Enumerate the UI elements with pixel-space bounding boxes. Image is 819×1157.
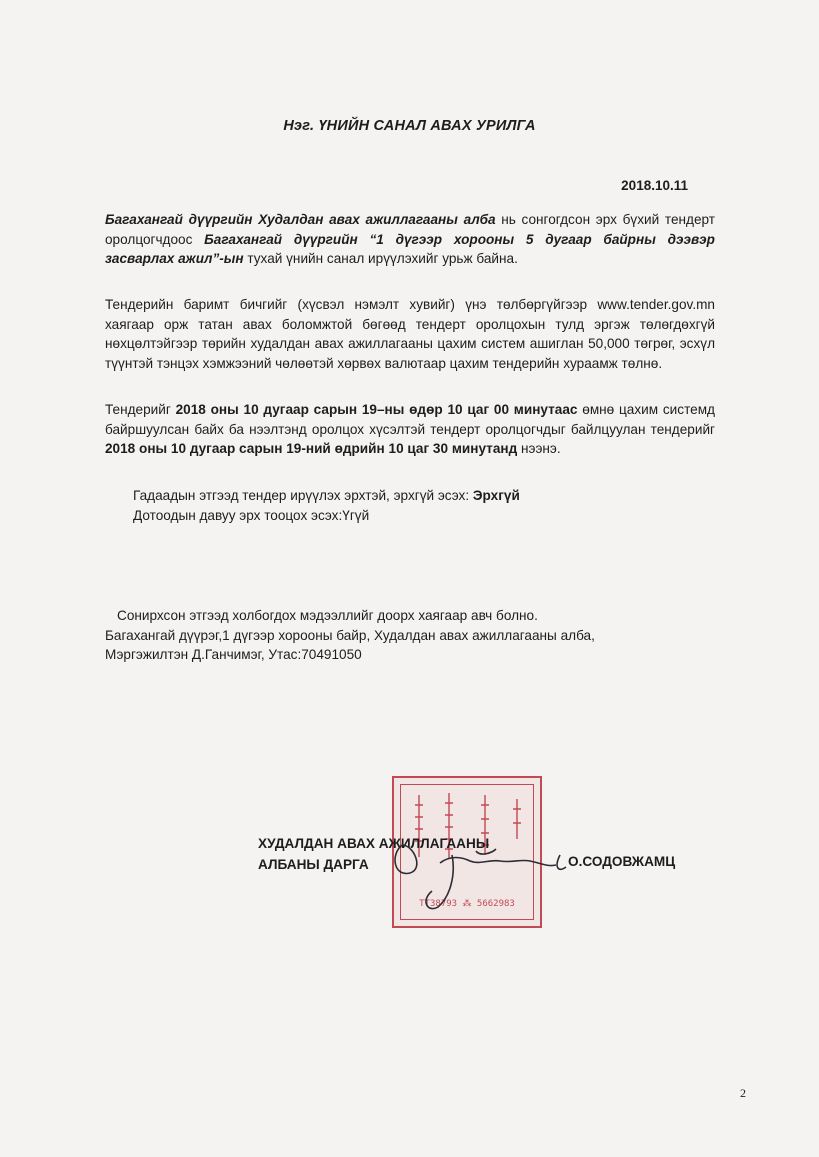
opening-time: 2018 оны 10 дугаар сарын 19-ний өдрийн 10 цаг 30 минутанд [105,441,518,456]
foreign-eligibility [133,486,520,506]
document-title: Нэг. ҮНИЙН САНАЛ АВАХ УРИЛГА [283,118,536,134]
deadline-text-2: өмнө цахим системд байршуулсан байх ба нээлтэнд оролцох хүсэлтэй тендерт оролцогчдыг байлцуулан тендерийг [105,402,715,437]
documents-paragraph: Тендерийн баримт бичгийг (хүсвэл нэмэлт хувийг) үнэ төлбөргүйгээр www.tender.gov.mn хаягаар орж татан авах боломжтой бөгөөд тендерт оролцохын тулд эргэж төлөгдөхгүй нөхцөлтэйгээр төрийн худалдан авах ажиллагааны цахим систем ашиглан 50,000 төгрөг, эсхүл түүнтэй тэнцэх хэмжээний чөлөөтэй хөрвөх валютаар цахим тендерийн хураамж төлнө. [105,297,715,371]
signatory-title-line2: АЛБАНЫ ДАРГА [258,857,369,872]
contact-block [105,606,595,665]
contact-line: Багахангай дүүрэг,1 дүгээр хорооны байр, Худалдан авах ажиллагааны алба, [105,627,595,643]
invitation-text-2: тухай үнийн санал ирүүлэхийг урьж байна. [243,251,518,266]
project-name: Багахангай дүүргийн “1 дүгээр хорооны 5 дугаар байрны дээвэр засварлах ажил”-ын [105,231,715,266]
contact-line: Сонирхсон этгээд холбогдох мэдээллийг доорх хаягаар авч болно. [117,608,538,623]
handwritten-signature [380,815,570,915]
organization-name: Багахангай дүүргийн Худалдан авах ажиллагааны алба [105,212,496,227]
submission-deadline: 2018 оны 10 дугаар сарын 19–ны өдөр 10 цаг 00 минутаас [175,402,578,417]
invitation-text-1: нь сонгогдсон эрх бүхий тендерт оролцогчдоос [105,212,715,247]
foreign-value: Эрхгүй [472,488,520,503]
signatory-name: О.СОДОВЖАМЦ [568,854,676,869]
contact-line: Мэргэжилтэн Д.Ганчимэг, Утас:70491050 [105,647,362,662]
document-date: 2018.10.11 [621,178,688,193]
deadline-text-3: нээнэ. [517,441,561,456]
domestic-preference: Дотоодын давуу эрх тооцох эсэх:Үгүй [133,507,370,523]
page-number: 2 [740,1086,746,1100]
signatory-title-line1: ХУДАЛДАН АВАХ АЖИЛЛАГААНЫ [258,836,490,851]
deadline-text-1: Тендерийг [105,402,176,417]
stamp-number: ТТ38793 ⁂ 5662983 [419,899,515,909]
invitation-paragraph [105,210,715,269]
foreign-label: Гадаадын этгээд тендер ирүүлэх эрхтэй, эрхгүй эсэх: [133,488,473,503]
eligibility-block [133,486,520,525]
deadline-paragraph [105,400,715,459]
